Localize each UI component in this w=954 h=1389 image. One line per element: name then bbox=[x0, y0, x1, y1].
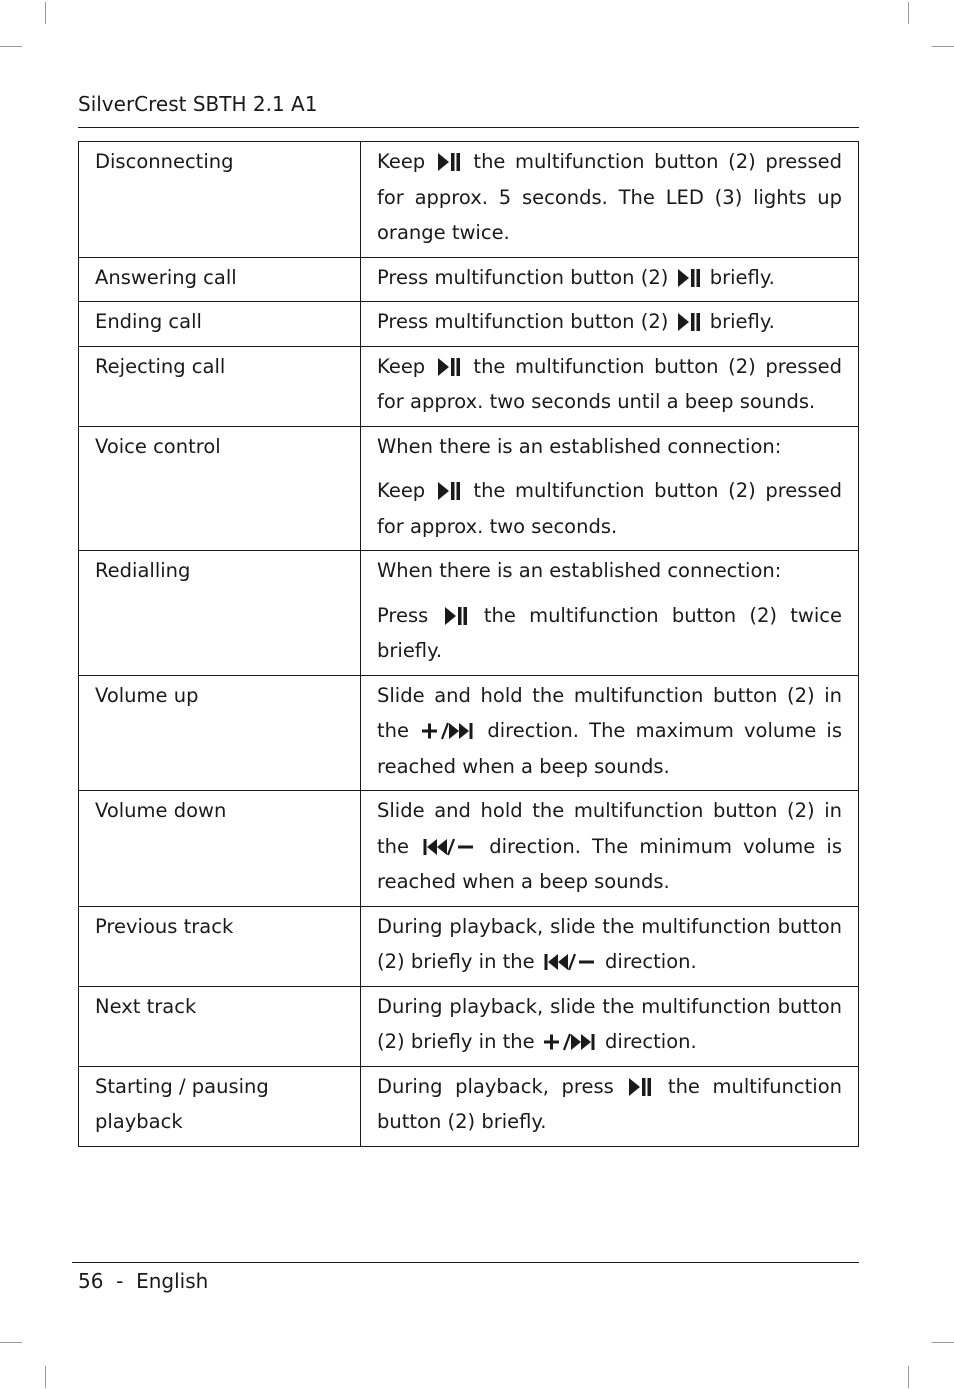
description-paragraph bbox=[377, 793, 842, 900]
function-cell: Disconnecting bbox=[79, 142, 361, 258]
function-cell: Answering call bbox=[79, 257, 361, 302]
description-cell bbox=[361, 302, 859, 347]
description-paragraph bbox=[377, 989, 842, 1060]
table-row bbox=[79, 426, 859, 551]
description-text: direction. The minimum volume is reached when a beep sounds. bbox=[377, 834, 842, 893]
function-cell: Rejecting call bbox=[79, 346, 361, 426]
table-row bbox=[79, 346, 859, 426]
crop-mark bbox=[932, 1342, 954, 1343]
description-text: Press multifunction button (2) bbox=[377, 265, 675, 289]
description-cell bbox=[361, 346, 859, 426]
play-pause-icon bbox=[438, 482, 461, 500]
footer-language: English bbox=[136, 1269, 209, 1293]
crop-mark bbox=[932, 46, 954, 47]
description-cell bbox=[361, 551, 859, 676]
prev-minus-icon bbox=[423, 838, 475, 856]
description-text: Press multifunction button (2) bbox=[377, 310, 675, 333]
crop-mark bbox=[45, 2, 46, 24]
description-text: Press bbox=[377, 603, 442, 627]
description-text: During playback, slide the multifunction button (2) briefly in the bbox=[377, 914, 842, 973]
page-number: 56 bbox=[78, 1269, 104, 1293]
table-row bbox=[79, 302, 859, 347]
description-text: direction. The maximum volume is reached when a beep sounds. bbox=[377, 719, 842, 778]
description-paragraph bbox=[377, 473, 842, 544]
description-text: briefly. bbox=[703, 265, 775, 289]
function-table bbox=[78, 141, 859, 1147]
description-text: When there is an established connection: bbox=[377, 559, 782, 582]
description-text: the multifunction button (2) pressed for approx. two seconds until a beep sounds. bbox=[377, 354, 842, 413]
function-cell: Next track bbox=[79, 986, 361, 1066]
prev-minus-icon bbox=[544, 953, 596, 971]
description-paragraph bbox=[377, 304, 842, 340]
description-cell bbox=[361, 142, 859, 258]
page-footer bbox=[78, 1269, 208, 1293]
description-text: the multifunction button (2) pressed for approx. 5 seconds. The LED (3) lights up orange twice. bbox=[377, 150, 842, 244]
description-paragraph bbox=[377, 598, 842, 669]
play-pause-icon bbox=[438, 358, 461, 376]
description-text: During playback, press bbox=[377, 1074, 627, 1098]
description-text: the multifunction button (2) twice briefly. bbox=[377, 603, 842, 662]
description-text: the multifunction button (2) briefly. bbox=[377, 1074, 842, 1133]
crop-mark bbox=[908, 2, 909, 24]
description-cell bbox=[361, 257, 859, 302]
description-text: Keep bbox=[377, 479, 435, 502]
crop-mark bbox=[0, 46, 22, 47]
crop-mark bbox=[0, 1342, 22, 1343]
description-cell bbox=[361, 791, 859, 907]
function-cell: Redialling bbox=[79, 551, 361, 676]
page-header-title: SilverCrest SBTH 2.1 A1 bbox=[78, 92, 318, 116]
description-text: briefly. bbox=[703, 310, 775, 333]
plus-next-icon bbox=[422, 722, 474, 740]
description-paragraph bbox=[377, 909, 842, 980]
play-pause-icon bbox=[438, 153, 461, 171]
description-paragraph bbox=[377, 1069, 842, 1140]
play-pause-icon bbox=[445, 607, 468, 625]
function-cell: Voice control bbox=[79, 426, 361, 551]
table-row bbox=[79, 257, 859, 302]
description-paragraph bbox=[377, 144, 842, 251]
description-cell bbox=[361, 986, 859, 1066]
function-cell: Volume down bbox=[79, 791, 361, 907]
play-pause-icon bbox=[678, 269, 701, 287]
crop-mark bbox=[45, 1366, 46, 1388]
play-pause-icon bbox=[678, 313, 701, 331]
table-row bbox=[79, 1066, 859, 1146]
description-text: Slide and hold the multifunction button (2) in the bbox=[377, 683, 842, 742]
description-cell bbox=[361, 426, 859, 551]
description-paragraph bbox=[377, 260, 842, 296]
description-text: the multifunction button (2) pressed for approx. two seconds. bbox=[377, 479, 842, 538]
description-paragraph bbox=[377, 349, 842, 420]
table-row bbox=[79, 551, 859, 676]
header-divider bbox=[78, 127, 859, 128]
description-text: Keep bbox=[377, 354, 435, 378]
description-text: Slide and hold the multifunction button (2) in the bbox=[377, 799, 842, 858]
crop-mark bbox=[908, 1366, 909, 1388]
description-paragraph bbox=[377, 429, 842, 465]
table-row bbox=[79, 142, 859, 258]
table-row bbox=[79, 675, 859, 791]
footer-divider bbox=[72, 1262, 859, 1263]
description-text: When there is an established connection: bbox=[377, 434, 782, 458]
function-cell: Starting / pausing playback bbox=[79, 1066, 361, 1146]
table-row bbox=[79, 986, 859, 1066]
description-text: During playback, slide the multifunction button (2) briefly in the bbox=[377, 994, 842, 1053]
table-row bbox=[79, 791, 859, 907]
description-cell bbox=[361, 906, 859, 986]
play-pause-icon bbox=[629, 1078, 652, 1096]
function-cell: Ending call bbox=[79, 302, 361, 347]
description-paragraph bbox=[377, 553, 842, 589]
description-text: Keep bbox=[377, 150, 435, 173]
function-cell: Volume up bbox=[79, 675, 361, 791]
description-cell bbox=[361, 1066, 859, 1146]
description-cell bbox=[361, 675, 859, 791]
table-row bbox=[79, 906, 859, 986]
function-cell: Previous track bbox=[79, 906, 361, 986]
description-text: direction. bbox=[598, 950, 697, 973]
description-paragraph bbox=[377, 678, 842, 785]
plus-next-icon bbox=[544, 1033, 596, 1051]
footer-separator: - bbox=[116, 1269, 124, 1293]
description-text: direction. bbox=[598, 1030, 697, 1053]
